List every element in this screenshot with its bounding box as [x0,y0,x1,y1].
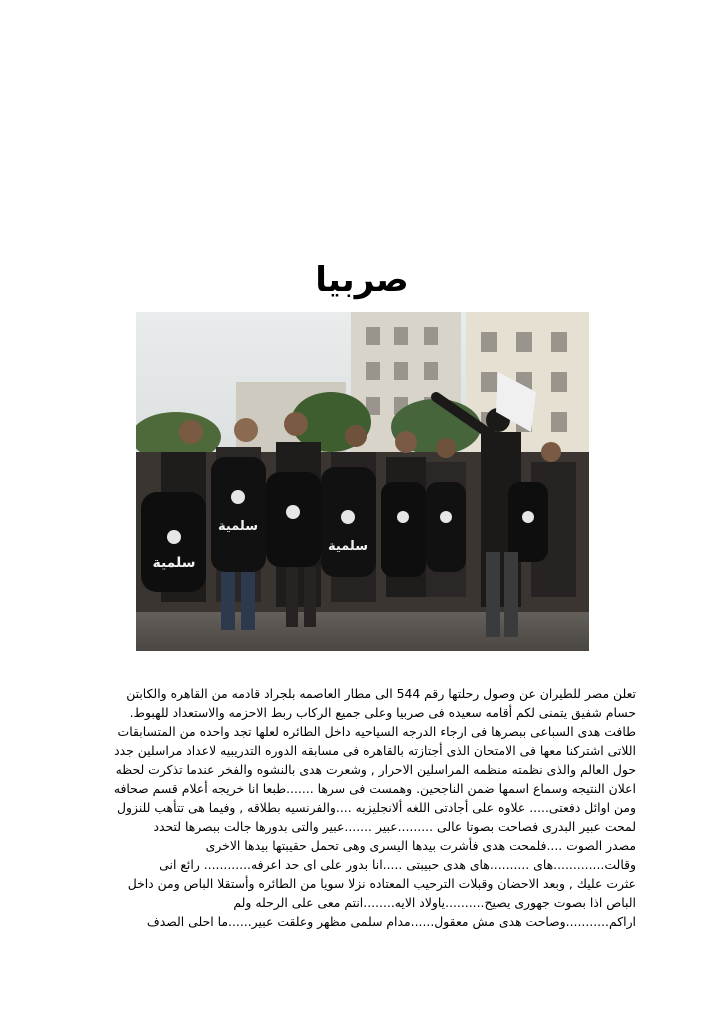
text-line: اللاتى اشتركنا معها فى الامتحان الذى أجتازته بالقاهره فى مسابقه الدوره التدريبيه لاعداد مراسلين جدد [114,743,636,758]
text-line: حول العالم والذى نظمته منظمه المراسلين الاحرار , وشعرت هدى بالنشوه والفخر عندما تذكرت لحظه [115,762,636,777]
text-line: حسام شفيق يتمنى لكم أقامه سعيده فى صربيا وعلى جميع الركاب ربط الاحزمه والاستعداد للهبوط. [129,705,636,720]
shield-text-3: سلمية [328,539,368,554]
shield-text-2: سلمية [218,519,258,534]
shield-text-1: سلمية [152,555,196,571]
article-body [96,684,636,931]
text-line: طافت هدى السباعى ببصرها فى ارجاء الدرجه السياحيه داخل الطائره لعلها تجد واحده من المتسابقات [117,724,636,739]
text-line: ومن اوائل دفعتى..... علاوه على أجادتى اللغه ألانجليزيه ....والفرنسيه بطلاقه , وفيما هى تتأهب للنزول [117,800,636,815]
text-line: مصدر الصوت ....فلمحت هدى فأشرت بيدها اليسرى وهى تحمل حقيبتها بيدها الاخرى [205,838,636,853]
text-line: عثرت عليك , وبعد الاحضان وقبلات الترحيب المعتاده نزلا سويا من الطائره وأستقلا الباص ومن داخل [127,876,636,891]
document-title: صربيا [315,260,409,300]
protest-photo [136,312,589,651]
text-line: وقالت.............هاى ..........هاى هدى حبيبتى .....انا بدور على اى حد اعرفه............ رائع انى [159,857,636,872]
text-line: اراكم...........وصاحت هدى مش معقول......مدام سلمى مظهر وعلقت عبير......ما احلى الصدف [146,914,636,929]
text-line: اعلان النتيجه وسماع اسمها ضمن الناجحين. وهمست فى سرها .......طبعا انا خريجه أعلام قسم صحافه [113,781,636,796]
text-line: الباص اذا بصوت جهورى يصيح..........ياولاد الايه........انتم معى على الرحله ولم [233,895,636,910]
text-line: لمحت عبير البدرى فصاحت بصوتا عالى .........عبير .......عبير والتى بدورها جالت ببصرها لتحدد [153,819,636,834]
text-line: تعلن مصر للطيران عن وصول رحلتها رقم 544 الى مطار العاصمه بلجراد قادمه من القاهره والكابتن [126,686,636,701]
